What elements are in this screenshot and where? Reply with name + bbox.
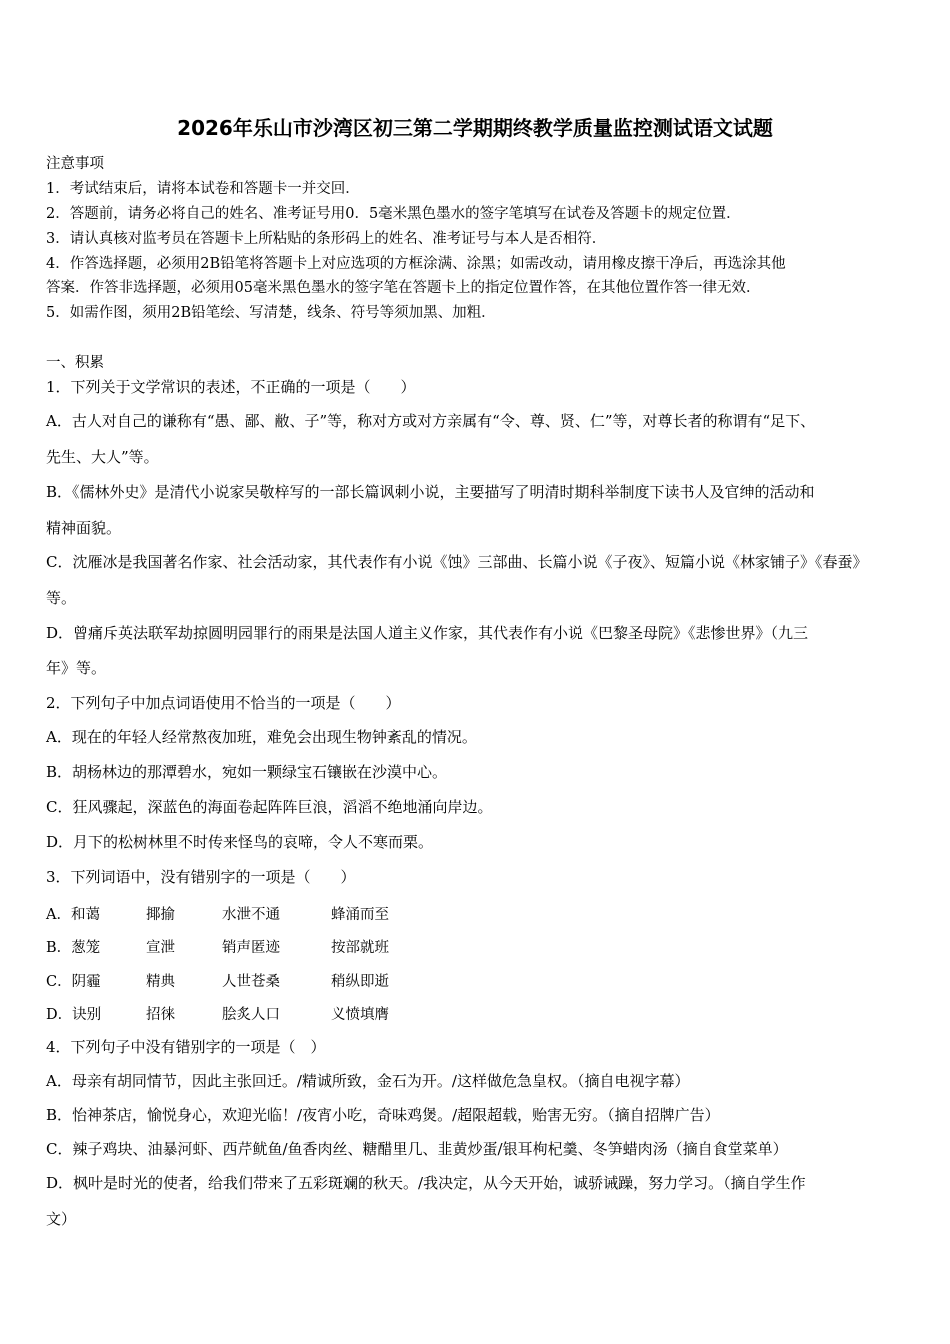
question-1-stem: 1．下列关于文学常识的表述，不正确的一项是（ ） (46, 378, 416, 396)
page-title: 2026年乐山市沙湾区初三第二学期期终教学质量监控测试语文试题 (177, 116, 773, 140)
option-word: 按部就班 (331, 940, 389, 956)
question-2-option-d: D．月下的松树林里不时传来怪鸟的哀啼，令人不寒而栗。 (46, 833, 434, 851)
question-1-option-d-cont: 年》等。 (46, 659, 107, 677)
question-1-option-c: C．沈雁冰是我国著名作家、社会活动家，其代表作有小说《蚀》三部曲、长篇小说《子夜》、短篇小说《林家铺子》《春蚕》 (46, 553, 868, 571)
question-4-option-b: B．怡神茶店，愉悦身心，欢迎光临！/夜宵小吃，奇味鸡煲。/超限超载，贻害无穷。（摘自招牌广告） (46, 1106, 720, 1124)
option-word: 水泄不通 (222, 907, 280, 923)
question-4-option-c: C．辣子鸡块、油暴河虾、西芹鱿鱼/鱼香肉丝、糖醋里几、韭黄炒蛋/银耳枸杞羹、冬笋蜡肉汤（摘自食堂菜单） (46, 1140, 788, 1158)
question-4-stem: 4．下列句子中没有错别字的一项是（ ） (46, 1038, 326, 1056)
note-item: 答案．作答非选择题，必须用05毫米黑色墨水的签字笔在答题卡上的指定位置作答，在其他位置作答一律无效． (46, 280, 761, 296)
question-1-option-c-cont: 等。 (46, 589, 77, 607)
question-1-option-b: B．《儒林外史》是清代小说家吴敬梓写的一部长篇讽刺小说，主要描写了明清时期科举制度下读书人及官绅的活动和 (46, 483, 815, 501)
option-word: 义愤填膺 (331, 1007, 389, 1023)
note-item: 3．请认真核对监考员在答题卡上所粘贴的条形码上的姓名、准考证号与本人是否相符． (46, 231, 607, 247)
question-2-option-b: B．胡杨林边的那潭碧水，宛如一颗绿宝石镶嵌在沙漠中心。 (46, 763, 448, 781)
option-word: C．阴霾 (46, 974, 101, 990)
option-word: 招徕 (146, 1007, 175, 1023)
option-word: 脍炙人口 (222, 1007, 280, 1023)
option-word: 揶揄 (146, 907, 175, 923)
section-heading: 一、积累 (46, 355, 104, 371)
question-1-option-a: A．古人对自己的谦称有“愚、鄙、敝、子”等，称对方或对方亲属有“令、尊、贤、仁”等，对尊长者的称谓有“足下、 (46, 412, 816, 430)
option-word: 销声匿迹 (222, 940, 280, 956)
question-4-option-a: A．母亲有胡同情节，因此主张回迁。/精诚所致，金石为开。/这样做危急皇权。（摘自电视字幕） (46, 1072, 690, 1090)
question-3-stem: 3．下列词语中，没有错别字的一项是（ ） (46, 868, 356, 886)
option-word: 宣泄 (146, 940, 175, 956)
note-item: 1．考试结束后，请将本试卷和答题卡一并交回． (46, 181, 360, 197)
question-2-option-c: C．狂风骤起，深蓝色的海面卷起阵阵巨浪，滔滔不绝地涌向岸边。 (46, 798, 493, 816)
option-word: A．和蔼 (46, 907, 100, 923)
note-item: 2．答题前，请务必将自己的姓名、准考证号用0．5毫米黑色墨水的签字笔填写在试卷及答题卡的规定位置． (46, 206, 741, 222)
question-1-option-d: D．曾痛斥英法联军劫掠圆明园罪行的雨果是法国人道主义作家，其代表作有小说《巴黎圣母院》《悲惨世界》（九三 (46, 624, 809, 642)
question-4-option-d: D．枫叶是时光的使者，给我们带来了五彩斑斓的秋天。/我决定，从今天开始，诚骄诫躁，努力学习。（摘自学生作 (46, 1174, 806, 1192)
notes-heading: 注意事项 (46, 156, 104, 172)
note-item: 5．如需作图，须用2B铅笔绘、写清楚，线条、符号等须加黑、加粗． (46, 305, 496, 321)
option-word: D．诀别 (46, 1007, 102, 1023)
question-2-option-a: A．现在的年轻人经常熬夜加班，难免会出现生物钟紊乱的情况。 (46, 728, 477, 746)
question-4-option-d-cont: 文） (46, 1210, 77, 1228)
question-2-stem: 2．下列句子中加点词语使用不恰当的一项是（ ） (46, 694, 401, 712)
question-1-option-b-cont: 精神面貌。 (46, 519, 122, 537)
option-word: B．葱笼 (46, 940, 101, 956)
note-item: 4．作答选择题，必须用2B铅笔将答题卡上对应选项的方框涂满、涂黑；如需改动，请用橡皮擦干净后，再选涂其他 (46, 256, 786, 272)
option-word: 稍纵即逝 (331, 974, 389, 990)
question-1-option-a-cont: 先生、大人”等。 (46, 448, 159, 466)
option-word: 精典 (146, 974, 175, 990)
option-word: 蜂涌而至 (331, 907, 389, 923)
option-word: 人世苍桑 (222, 974, 280, 990)
